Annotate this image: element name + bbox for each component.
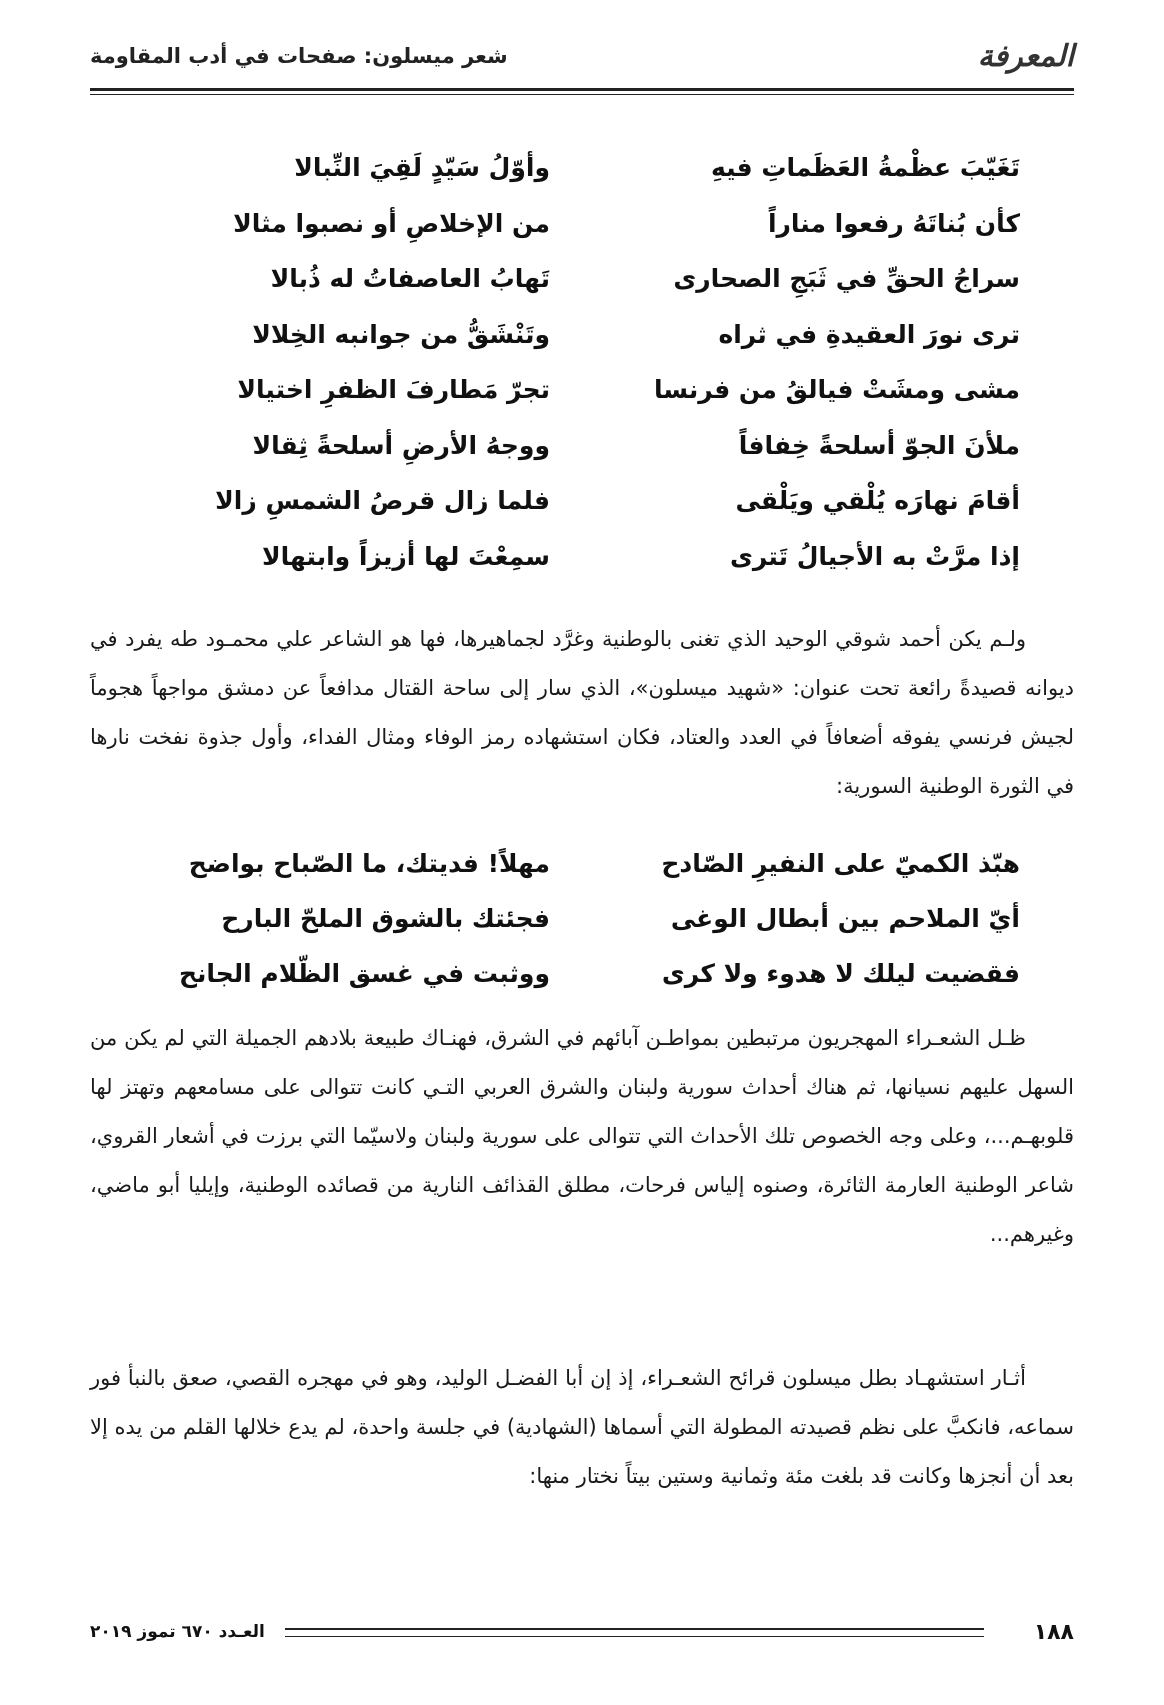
poem-verse: [150, 251, 1020, 307]
verse-second-hemistich: وأوّلُ سَيّدٍ لَقِيَ النِّبالا: [294, 153, 550, 183]
paragraph: ظـل الشعـراء المهجريون مرتبطين بمواطـن آبائهم في الشرق، فهنـاك طبيعة بلادهم الجميلة التي لم يكن من السهل عليهم نسيانها، ثم هناك أحداث سورية ولبنان والشرق العربي التـي كانت تتوالى على مسامعهم وتهتز لها قلوبهـم...، وعلى وجه الخصوص تلك الأحداث التي تتوالى على سورية ولبنان ولاسيّما التي برزت في أشعار القروي، شاعر الوطنية العارمة الثائرة، وصنوه إلياس فرحات، مطلق القذائف النارية من قصائده الوطنية، وإيليا أبو ماضي، وغيرهم...: [90, 1026, 1074, 1246]
verse-second-hemistich: مهلاً! فديتك، ما الصّباح بواضح: [188, 849, 550, 878]
verse-first-hemistich: إذا مرَّتْ به الأجيالُ تَترى: [729, 541, 1020, 571]
page-header: [90, 28, 1074, 84]
verse-second-hemistich: ووثبت في غسق الظّلام الجانح: [178, 959, 550, 988]
header-rule-thin: [90, 94, 1074, 95]
paragraph: ولـم يكن أحمد شوقي الوحيد الذي تغنى بالوطنية وغرَّد لجماهيرها، فها هو الشاعر علي محمـود طه يفرد في ديوانه قصيدةً رائعة تحت عنوان: «شهيد ميسلون»، الذي سار إلى ساحة القتال مدافعاً عن دمشق مواجهاً هجوماً لجيش فرنسي يفوقه أضعافاً في العدد والعتاد، فكان استشهاده رمز الوفاء ومثال الفداء، وأول جذوة نفخت نارها في الثورة الوطنية السورية:: [90, 627, 1074, 798]
body-text-block-2: [90, 1014, 1074, 1259]
footer-rule: [285, 1628, 984, 1637]
poem-verse: [150, 140, 1020, 196]
verse-second-hemistich: ووجهُ الأرضِ أسلحةً ثِقالا: [252, 430, 550, 460]
running-title: شعر ميسلون: صفحات في أدب المقاومة: [90, 44, 508, 68]
body-text-block-3: [90, 1354, 1074, 1501]
poem-verse: [150, 196, 1020, 252]
verse-first-hemistich: مشى ومشَتْ فيالقُ من فرنسا: [654, 375, 1020, 405]
verse-first-hemistich: تَغَيّبَ عظْمةُ العَظَماتِ فيهِ: [710, 153, 1020, 183]
verse-first-hemistich: أقامَ نهارَه يُلْقي ويَلْقى: [735, 486, 1020, 516]
verse-first-hemistich: هبّذ الكميّ على النفيرِ الصّادح: [661, 849, 1020, 878]
poem-verse: [150, 362, 1020, 418]
verse-second-hemistich: فلما زال قرصُ الشمسِ زالا: [215, 486, 550, 516]
verse-second-hemistich: من الإخلاصِ أو نصبوا مثالا: [233, 208, 550, 238]
verse-second-hemistich: تجرّ مَطارفَ الظفرِ اختيالا: [237, 375, 550, 405]
verse-second-hemistich: وتَنْشَقُّ من جوانبه الخِلالا: [252, 319, 550, 349]
verse-second-hemistich: فجئتك بالشوق الملحّ البارح: [221, 904, 550, 933]
issue-info: العـدد ٦٧٠ تموز ٢٠١٩: [90, 1622, 265, 1642]
verse-first-hemistich: فقضيت ليلك لا هدوء ولا كرى: [661, 959, 1020, 988]
header-rule: [90, 88, 1074, 91]
poem-block-2: [150, 836, 1020, 1001]
verse-second-hemistich: تَهابُ العاصفاتُ له ذُبالا: [270, 264, 550, 294]
verse-first-hemistich: سراجُ الحقِّ في ثَبَجِ الصحارى: [673, 264, 1020, 294]
verse-second-hemistich: سمِعْتَ لها أزيزاً وابتهالا: [262, 541, 550, 571]
page-number: ١٨٨: [1033, 1619, 1074, 1645]
verse-first-hemistich: ملأنَ الجوّ أسلحةً خِفافاً: [738, 430, 1020, 460]
page-footer: [90, 1612, 1074, 1652]
poem-verse: [150, 529, 1020, 585]
poem-verse: [150, 946, 1020, 1001]
verse-first-hemistich: ترى نورَ العقيدةِ في ثراه: [718, 319, 1020, 349]
poem-verse: [150, 307, 1020, 363]
poem-verse: [150, 473, 1020, 529]
body-text-block-1: [90, 615, 1074, 811]
poem-verse: [150, 418, 1020, 474]
magazine-logo: المعرفة: [977, 38, 1074, 74]
poem-block-1: [150, 140, 1020, 584]
poem-verse: [150, 836, 1020, 891]
poem-verse: [150, 891, 1020, 946]
verse-first-hemistich: كأن بُناتَهُ رفعوا مناراً: [767, 208, 1020, 238]
paragraph: أثـار استشهـاد بطل ميسلون قرائح الشعـراء، إذ إن أبا الفضـل الوليد، وهو في مهجره القصي، صعق بالنبأ فور سماعه، فانكبَّ على نظم قصيدته المطولة التي أسماها (الشهادية) في جلسة واحدة، لم يدع خلالها القلم من يده إلا بعد أن أنجزها وكانت قد بلغت مئة وثمانية وستين بيتاً نختار منها:: [90, 1366, 1074, 1488]
verse-first-hemistich: أيّ الملاحم بين أبطال الوغى: [670, 904, 1020, 933]
